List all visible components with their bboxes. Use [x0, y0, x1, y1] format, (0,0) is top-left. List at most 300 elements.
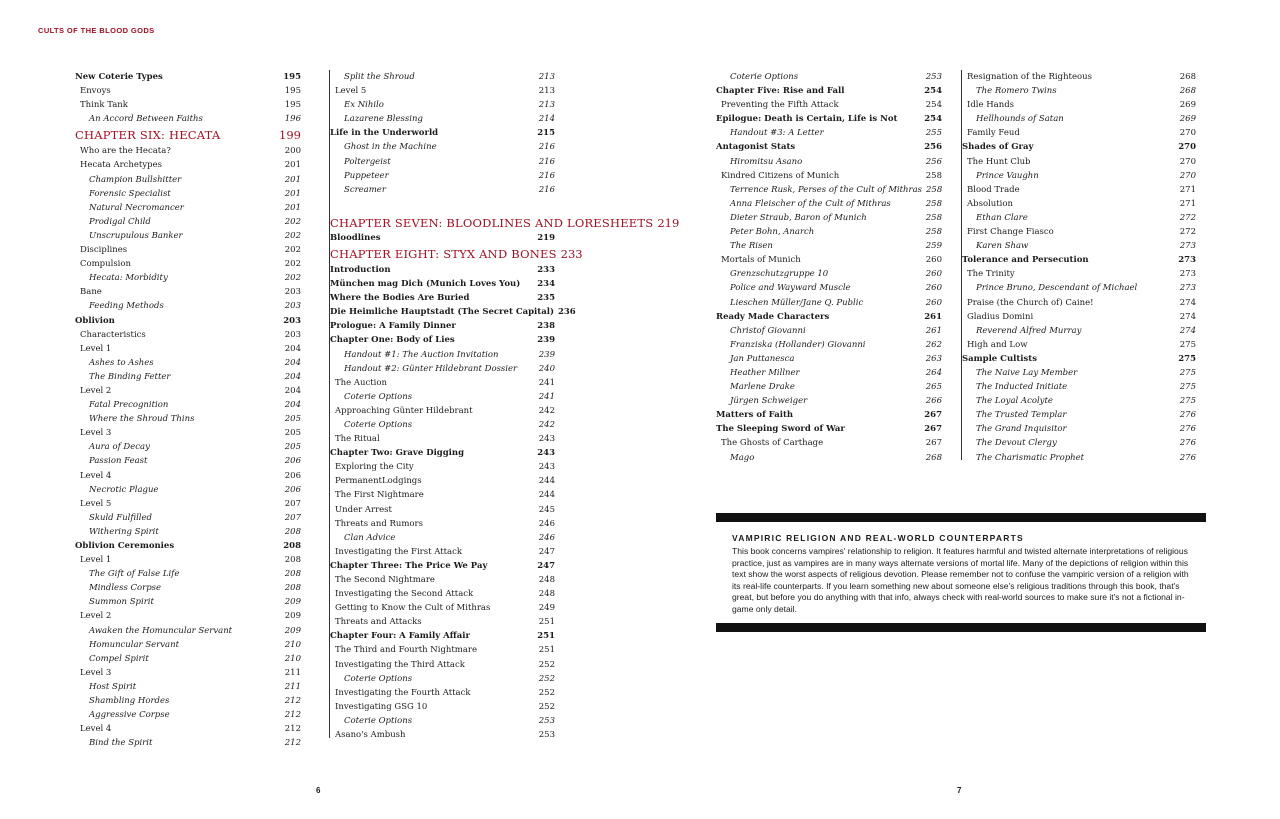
toc-entry-page: 263: [925, 353, 942, 364]
toc-entry: [75, 257, 301, 271]
toc-entry-page: 274: [1179, 311, 1196, 322]
toc-entry: [330, 348, 555, 362]
toc-entry: [330, 390, 555, 404]
toc-entry: [962, 310, 1196, 324]
toc-entry-title: Mago: [730, 452, 755, 463]
toc-entry-page: 253: [538, 730, 555, 741]
toc-entry-page: 254: [924, 114, 942, 125]
toc-entry: [962, 324, 1196, 338]
toc-entry: [962, 239, 1196, 253]
toc-entry: [716, 253, 942, 267]
toc-entry-page: 242: [538, 419, 555, 430]
toc-entry-page: 252: [538, 673, 555, 684]
toc-entry-page: 254: [925, 100, 942, 111]
toc-entry-page: 269: [1179, 114, 1196, 125]
toc-entry: [75, 412, 301, 426]
toc-entry: [716, 197, 942, 211]
toc-entry-title: Think Tank: [80, 100, 128, 111]
toc-entry-page: 216: [538, 170, 555, 181]
toc-entry-page: 216: [538, 156, 555, 167]
toc-entry-title: Level 2: [80, 385, 112, 396]
toc-entry-page: 258: [925, 198, 942, 209]
toc-entry: [330, 686, 555, 700]
toc-entry: [75, 328, 301, 342]
toc-entry: [75, 342, 301, 356]
toc-entry: [962, 408, 1196, 422]
toc-entry-title: München mag Dich (Munich Loves You): [330, 279, 521, 290]
toc-entry: [75, 722, 301, 736]
toc-entry-page: 208: [284, 526, 301, 537]
toc-entry: [716, 281, 942, 295]
toc-entry-page: 268: [925, 452, 942, 463]
toc-entry: [716, 422, 942, 436]
toc-entry-page: 213: [538, 86, 555, 97]
toc-entry: [75, 229, 301, 243]
toc-entry-page: 274: [1179, 325, 1196, 336]
toc-entry: [75, 384, 301, 398]
toc-entry: [75, 624, 301, 638]
toc-entry: [75, 736, 301, 750]
toc-entry-page: 209: [284, 597, 301, 608]
toc-entry-title: The Trusted Templar: [976, 410, 1067, 421]
toc-entry-page: 268: [1179, 86, 1196, 97]
toc-entry-page: 268: [1179, 72, 1196, 82]
toc-entry-page: 212: [284, 710, 301, 721]
toc-entry-title: Bloodlines: [330, 232, 381, 243]
toc-entry-page: 238: [537, 321, 555, 332]
toc-entry: [330, 714, 555, 728]
toc-entry: [716, 183, 942, 197]
toc-entry: [75, 426, 301, 440]
toc-entry-page: 259: [925, 241, 942, 252]
toc-entry-title: Level 3: [80, 667, 112, 678]
toc-entry-title: The Gift of False Life: [89, 569, 180, 580]
toc-entry-page: 258: [926, 184, 943, 195]
toc-entry-title: Exploring the City: [335, 462, 414, 473]
toc-entry-page: 235: [537, 293, 555, 304]
toc-entry-page: 202: [284, 273, 301, 284]
toc-entry-title: Grenzschutzgruppe 10: [730, 269, 829, 280]
toc-entry: [716, 408, 942, 422]
toc-entry: [75, 271, 301, 285]
toc-entry-title: High and Low: [967, 339, 1028, 350]
toc-entry-title: Blood Trade: [967, 184, 1020, 195]
toc-entry: [716, 211, 942, 225]
toc-entry-title: Investigating GSG 10: [335, 701, 428, 712]
toc-entry-title: Necrotic Plague: [89, 484, 159, 495]
toc-entry-page: 201: [284, 160, 301, 171]
toc-entry-title: Ashes to Ashes: [89, 357, 154, 368]
toc-entry-title: Family Feud: [967, 128, 1020, 139]
toc-entry-title: The Sleeping Sword of War: [716, 424, 845, 435]
toc-entry-page: 261: [925, 325, 942, 336]
toc-entry-page: 270: [1179, 170, 1196, 181]
toc-entry: [716, 155, 942, 169]
toc-entry: [75, 497, 301, 511]
toc-entry-title: CHAPTER SEVEN: BLOODLINES AND LORESHEETS: [330, 215, 654, 230]
toc-entry-title: Chapter One: Body of Lies: [330, 335, 455, 346]
toc-entry-title: Hiromitsu Asano: [730, 156, 803, 167]
toc-entry-title: Where the Bodies Are Buried: [330, 293, 470, 304]
toc-entry: [716, 112, 942, 126]
toc-entry-title: Marlene Drake: [730, 382, 795, 393]
toc-entry-title: Bind the Spirit: [89, 738, 153, 749]
toc-entry-page: 207: [284, 512, 301, 523]
toc-entry: [75, 652, 301, 666]
toc-entry: [330, 155, 555, 169]
toc-entry: [75, 112, 301, 126]
toc-entry-title: Level 4: [80, 470, 112, 481]
toc-entry: [330, 362, 555, 376]
toc-entry: [330, 84, 555, 98]
toc-entry-page: 203: [284, 329, 301, 340]
sidebar-bottom-rule: [716, 623, 1206, 632]
toc-entry: [75, 595, 301, 609]
toc-entry-page: 209: [284, 611, 301, 622]
toc-entry-title: Ready Made Characters: [716, 311, 830, 322]
toc-entry: [330, 474, 555, 488]
toc-column-4: [961, 70, 1196, 463]
toc-entry-page: 212: [284, 738, 301, 749]
toc-entry-title: Reverend Alfred Murray: [976, 325, 1082, 336]
toc-entry-page: 273: [1179, 241, 1196, 252]
toc-entry: [962, 338, 1196, 352]
toc-entry-page: 260: [925, 255, 942, 266]
toc-entry-title: Level 5: [80, 498, 112, 509]
toc-entry-title: Terrence Rusk, Perses of the Cult of Mithras: [730, 184, 923, 195]
toc-entry-page: 241: [538, 391, 555, 402]
toc-entry: [75, 539, 301, 553]
toc-entry-page: 273: [1179, 283, 1196, 294]
toc-entry-title: Champion Bullshitter: [89, 174, 182, 185]
toc-entry: [75, 638, 301, 652]
toc-entry-title: Matters of Faith: [716, 410, 794, 421]
toc-entry-page: 203: [284, 301, 301, 312]
toc-entry-title: The Ritual: [335, 434, 380, 445]
toc-entry-title: Antagonist Stats: [716, 142, 796, 153]
toc-entry-title: New Coterie Types: [75, 72, 163, 82]
toc-entry: [330, 700, 555, 714]
toc-entry: [716, 324, 942, 338]
toc-entry-title: Coterie Options: [344, 673, 413, 684]
toc-entry: [330, 573, 555, 587]
toc-entry-title: Fatal Precognition: [89, 400, 169, 411]
toc-entry-page: 196: [284, 114, 301, 125]
toc-entry: [716, 394, 942, 408]
toc-entry-title: The Charismatic Prophet: [976, 452, 1085, 463]
toc-entry-title: PermanentLodgings: [335, 476, 422, 487]
toc-entry-page: 276: [1179, 410, 1196, 421]
toc-entry: [330, 418, 555, 432]
toc-entry-title: Handout #1: The Auction Invitation: [344, 349, 499, 360]
toc-entry-page: 195: [284, 100, 301, 111]
toc-entry-page: 207: [284, 498, 301, 509]
toc-column-3: [716, 70, 942, 465]
toc-entry-page: 212: [284, 696, 301, 707]
toc-entry-page: 213: [538, 100, 555, 111]
toc-entry-page: 271: [1179, 184, 1196, 195]
toc-entry: [962, 267, 1196, 281]
toc-entry: [75, 567, 301, 581]
toc-entry-page: 219: [657, 215, 680, 230]
toc-entry-title: Compulsion: [80, 259, 131, 270]
toc-entry-page: 252: [538, 701, 555, 712]
toc-entry-title: An Accord Between Faiths: [89, 114, 203, 125]
toc-entry-page: 204: [284, 385, 301, 396]
toc-entry: [330, 333, 555, 347]
toc-entry: [75, 511, 301, 525]
toc-entry-title: Hellhounds of Satan: [976, 114, 1064, 125]
toc-entry: [716, 98, 942, 112]
toc-entry-title: Oblivion Ceremonies: [75, 541, 175, 551]
toc-entry: [330, 658, 555, 672]
toc-entry-page: 248: [538, 575, 555, 585]
toc-entry: [962, 183, 1196, 197]
toc-entry-title: Jan Puttanesca: [730, 353, 795, 364]
toc-entry-page: 212: [284, 724, 301, 735]
toc-entry-page: 256: [925, 156, 942, 167]
toc-entry-page: 202: [284, 259, 301, 270]
toc-entry-page: 199: [279, 128, 301, 143]
toc-entry-page: 247: [537, 560, 555, 571]
toc-entry-page: 275: [1179, 367, 1196, 378]
toc-entry: [330, 169, 555, 183]
toc-entry: [330, 446, 555, 460]
toc-entry-title: The Binding Fetter: [89, 371, 171, 382]
toc-entry-title: Mindless Corpse: [89, 583, 162, 594]
toc-entry: [330, 672, 555, 686]
toc-entry-title: Police and Wayward Muscle: [730, 283, 851, 294]
toc-entry-page: 206: [284, 484, 301, 495]
toc-entry-title: The Devout Clergy: [976, 438, 1057, 449]
toc-entry-title: Christof Giovanni: [730, 325, 806, 336]
toc-entry-title: Handout #3: A Letter: [730, 128, 824, 139]
toc-entry: [716, 296, 942, 310]
toc-entry: [75, 440, 301, 454]
toc-entry: [716, 225, 942, 239]
toc-entry-page: 205: [284, 414, 301, 425]
toc-entry-title: Coterie Options: [344, 391, 413, 402]
toc-entry-title: Threats and Rumors: [335, 518, 423, 529]
toc-entry-page: 251: [537, 631, 555, 642]
page-number-right: 7: [957, 786, 962, 795]
toc-entry-title: The Risen: [730, 241, 773, 252]
toc-entry: [962, 211, 1196, 225]
toc-entry-title: Aura of Decay: [89, 442, 150, 453]
toc-entry-title: CHAPTER SIX: HECATA: [75, 128, 221, 143]
toc-entry: [330, 545, 555, 559]
toc-entry: [75, 201, 301, 215]
toc-entry-page: 209: [284, 625, 301, 636]
running-head: CULTS OF THE BLOOD GODS: [38, 26, 155, 35]
toc-entry: [330, 629, 555, 643]
toc-entry-page: 208: [284, 569, 301, 580]
toc-entry-page: 264: [925, 367, 942, 378]
toc-entry-page: 202: [284, 245, 301, 256]
toc-entry-title: The Loyal Acolyte: [976, 396, 1053, 407]
toc-entry-title: Chapter Five: Rise and Fall: [716, 86, 845, 97]
toc-entry: [716, 70, 942, 84]
toc-entry-title: Oblivion: [75, 315, 115, 326]
toc-entry-title: Absolution: [967, 198, 1013, 209]
toc-entry-title: Idle Hands: [967, 100, 1015, 111]
toc-entry: [330, 601, 555, 615]
toc-column-2: [329, 70, 680, 741]
toc-entry-page: 202: [284, 216, 301, 227]
toc-entry: [330, 305, 576, 319]
toc-entry-title: Peter Bohn, Anarch: [730, 227, 815, 238]
toc-entry-title: The Auction: [335, 377, 387, 388]
toc-entry-title: Approaching Günter Hildebrant: [335, 405, 473, 416]
toc-entry-title: Natural Necromancer: [89, 202, 184, 213]
toc-entry: [75, 469, 301, 483]
toc-entry-page: 275: [1179, 382, 1196, 393]
toc-entry: [962, 451, 1196, 465]
toc-entry-title: Poltergeist: [344, 156, 391, 167]
toc-entry-title: Level 1: [80, 555, 112, 566]
toc-entry-page: 195: [283, 72, 301, 82]
toc-entry-title: Shades of Gray: [962, 142, 1034, 153]
toc-entry: [962, 84, 1196, 98]
toc-entry-page: 253: [538, 715, 555, 726]
toc-entry: [330, 231, 555, 245]
toc-entry: [75, 285, 301, 299]
toc-entry: [75, 70, 301, 84]
toc-entry-page: 201: [284, 174, 301, 185]
toc-entry-page: 201: [284, 188, 301, 199]
toc-entry: [75, 694, 301, 708]
toc-entry: [962, 422, 1196, 436]
toc-entry-page: 195: [284, 86, 301, 97]
toc-entry-page: 243: [537, 448, 555, 459]
toc-entry: [962, 98, 1196, 112]
toc-entry-page: 240: [538, 363, 555, 374]
toc-entry-page: 245: [538, 504, 555, 515]
toc-entry: [330, 263, 555, 277]
toc-entry-page: 210: [284, 653, 301, 664]
toc-entry-page: 273: [1179, 269, 1196, 280]
toc-entry: [330, 432, 555, 446]
toc-entry-title: Chapter Two: Grave Digging: [330, 448, 465, 459]
toc-entry-title: Aggressive Corpse: [89, 710, 170, 721]
toc-entry-title: The Naive Lay Member: [976, 367, 1078, 378]
toc-entry: [330, 728, 555, 742]
toc-entry-page: 248: [538, 589, 555, 600]
toc-entry-page: 258: [925, 212, 942, 223]
toc-entry-title: Anna Fleischer of the Cult of Mithras: [730, 198, 891, 209]
toc-entry-page: 242: [538, 405, 555, 416]
toc-entry-page: 260: [925, 283, 942, 294]
toc-entry-page: 270: [1179, 128, 1196, 139]
toc-entry-page: 267: [924, 410, 942, 421]
toc-entry: [716, 310, 942, 324]
toc-entry-title: Prince Vaughn: [976, 170, 1039, 181]
toc-entry: [75, 609, 301, 623]
toc-entry-title: Preventing the Fifth Attack: [721, 100, 839, 111]
toc-entry-title: Coterie Options: [730, 72, 799, 82]
toc-chapter-heading: [330, 197, 680, 231]
toc-entry-title: Prince Bruno, Descendant of Michael: [976, 283, 1138, 294]
toc-entry-page: 202: [284, 230, 301, 241]
toc-entry-title: Dieter Straub, Baron of Munich: [730, 212, 867, 223]
toc-entry-title: Ethan Clare: [976, 212, 1028, 223]
toc-entry-title: Level 4: [80, 724, 112, 735]
toc-entry: [962, 366, 1196, 380]
toc-entry: [330, 183, 555, 197]
toc-entry: [330, 376, 555, 390]
toc-entry: [75, 299, 301, 313]
toc-entry-title: Praise (the Church of) Caine!: [967, 297, 1094, 308]
toc-entry-title: Who are the Hecata?: [80, 146, 171, 157]
toc-entry: [75, 708, 301, 722]
toc-entry-title: The Grand Inquisitor: [976, 424, 1067, 435]
toc-entry-page: 200: [284, 146, 301, 157]
toc-entry-page: 258: [925, 170, 942, 181]
toc-entry: [716, 451, 942, 465]
toc-entry-page: 208: [284, 555, 301, 566]
toc-entry-title: Ex Nihilo: [344, 100, 384, 111]
toc-entry-page: 252: [538, 659, 555, 670]
toc-entry-page: 267: [925, 438, 942, 449]
toc-entry-title: Investigating the Second Attack: [335, 589, 474, 600]
toc-entry-title: Coterie Options: [344, 715, 413, 726]
toc-entry-page: 244: [538, 490, 555, 501]
toc-entry-page: 203: [283, 315, 301, 326]
toc-entry-title: The Third and Fourth Nightmare: [335, 645, 478, 656]
toc-entry: [330, 460, 555, 474]
toc-entry-page: 205: [284, 442, 301, 453]
toc-entry: [962, 112, 1196, 126]
toc-entry-title: Withering Spirit: [89, 526, 159, 537]
toc-column-1: [75, 70, 301, 750]
toc-entry-title: Chapter Four: A Family Affair: [330, 631, 470, 642]
toc-entry-page: 246: [538, 518, 555, 529]
toc-entry-title: Unscrupulous Banker: [89, 230, 183, 241]
toc-entry: [962, 155, 1196, 169]
toc-entry: [75, 84, 301, 98]
toc-entry-title: Compel Spirit: [89, 653, 149, 664]
toc-entry-page: 260: [925, 269, 942, 280]
toc-entry-title: The Trinity: [967, 269, 1015, 280]
toc-entry: [330, 587, 555, 601]
toc-entry: [716, 436, 942, 450]
toc-entry-title: Host Spirit: [89, 681, 137, 692]
toc-entry: [716, 338, 942, 352]
toc-entry: [75, 144, 301, 158]
toc-entry-page: 270: [1179, 156, 1196, 167]
toc-entry-page: 203: [284, 287, 301, 298]
toc-entry: [716, 84, 942, 98]
toc-entry-page: 265: [925, 382, 942, 393]
toc-entry-page: 276: [1179, 424, 1196, 435]
toc-entry-page: 239: [538, 349, 555, 360]
toc-entry: [962, 253, 1196, 267]
toc-entry: [330, 488, 555, 502]
toc-entry: [330, 291, 555, 305]
toc-entry-page: 246: [538, 532, 555, 543]
toc-entry-title: Coterie Options: [344, 419, 413, 430]
toc-chapter-heading: [75, 126, 301, 144]
toc-entry-page: 214: [538, 114, 555, 125]
toc-entry: [330, 531, 555, 545]
toc-entry: [962, 394, 1196, 408]
toc-entry-title: Level 1: [80, 343, 112, 354]
toc-entry: [716, 366, 942, 380]
toc-entry: [962, 281, 1196, 295]
toc-entry: [962, 169, 1196, 183]
toc-entry: [962, 225, 1196, 239]
toc-entry-page: 204: [284, 343, 301, 354]
